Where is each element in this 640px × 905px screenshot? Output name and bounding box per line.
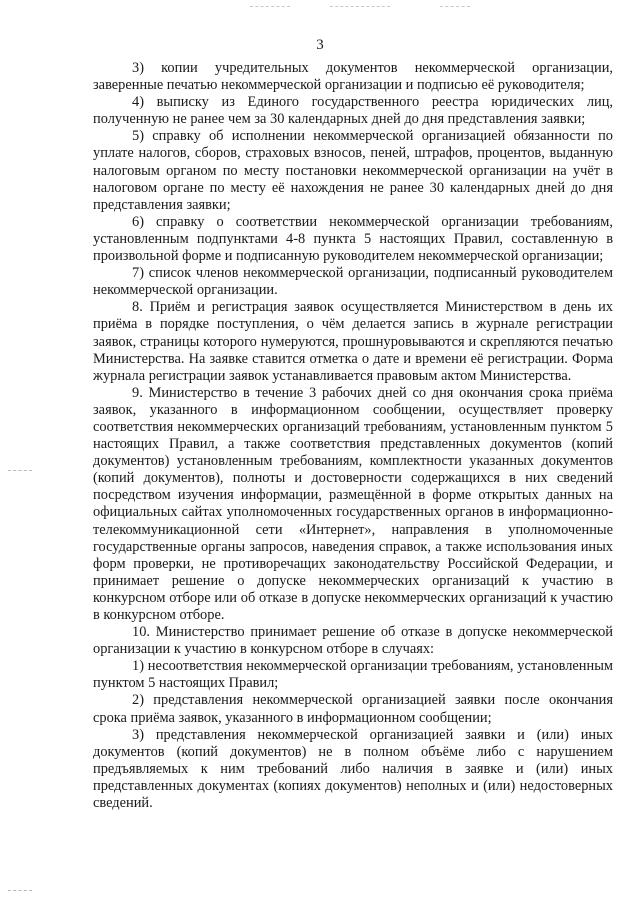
paragraph-item-5: 5) справку об исполнении некоммерческой организацией обязанности по уплате налогов, сборов, страховых взносов, пеней, штрафов, процентов, выданную налоговым органом по месту постановки некоммерческой организации на учёт в налоговом органе по месту её нахождения не ранее 30 календарных дней до дня представления заявки; [93,128,613,213]
page-number: 3 [316,37,324,53]
paragraph-case-3: 3) представления некоммерческой организацией заявки и (или) иных документов (копий документов) не в полном объёме либо с нарушением предъявляемых к ним требований либо наличия в заявке и (или) иных представленных документах (копиях документов) неполных и (или) недостоверных сведений. [93,726,613,812]
scan-artifact [440,6,470,8]
paragraph-clause-8: 8. Приём и регистрация заявок осуществляется Министерством в день их приёма в порядке поступления, о чём делается запись в журнале регистрации заявок, страницы которого нумеруются, прошнуровываются и скрепляются печатью Министерства. На заявке ставится отметка о дате и времени её регистрации. Форма журнала регистрации заявок устанавливается правовым актом Министерства. [93,299,613,384]
scan-artifact [330,6,390,8]
scan-artifact [8,470,32,472]
paragraph-case-2: 2) представления некоммерческой организацией заявки после окончания срока приёма заявок, указанного в информационном сообщении; [93,692,613,726]
paragraph-item-4: 4) выписку из Единого государственного реестра юридических лиц, полученную не ранее чем за 30 календарных дней до дня представления заявки; [93,94,613,128]
paragraph-item-3: 3) копии учредительных документов некоммерческой организации, заверенные печатью некоммерческой организации и подписью её руководителя; [93,60,613,94]
paragraph-clause-9: 9. Министерство в течение 3 рабочих дней со дня окончания срока приёма заявок, указанного в информационном сообщении, осуществляет проверку соответствия некоммерческих организаций требованиям, установленным пунктом 5 настоящих Правил, а также соответствия представленных документов (копий документов) установленным требованиям, комплектности указанных документов (копий документов), полноты и достоверности содержащихся в них сведений посредством изучения информации, размещённой в форме открытых данных на официальных сайтах уполномоченных государственных органов в информационно-телекоммуникационной сети «Интернет», направления в уполномоченные государственные органы запросов, наведения справок, а также использования иных форм проверки, не противоречащих законодательству Российской Федерации, и принимает решение о допуске некоммерческих организаций к участию в конкурсном отборе или об отказе в допуске некоммерческих организаций к участию в конкурсном отборе. [93,384,613,623]
scan-artifact [250,6,290,8]
document-body [93,60,613,812]
paragraph-case-1: 1) несоответствия некоммерческой организации требованиям, установленным пунктом 5 настоящих Правил; [93,658,613,692]
paragraph-item-6: 6) справку о соответствии некоммерческой организации требованиям, установленным подпунктами 4-8 пункта 5 настоящих Правил, составленную в произвольной форме и подписанную руководителем некоммерческой организации; [93,213,613,265]
paragraph-item-7: 7) список членов некоммерческой организации, подписанный руководителем некоммерческой организации. [93,265,613,299]
paragraph-clause-10: 10. Министерство принимает решение об отказе в допуске некоммерческой организации к участию в конкурсном отборе в случаях: [93,624,613,658]
scan-artifact [8,890,32,892]
